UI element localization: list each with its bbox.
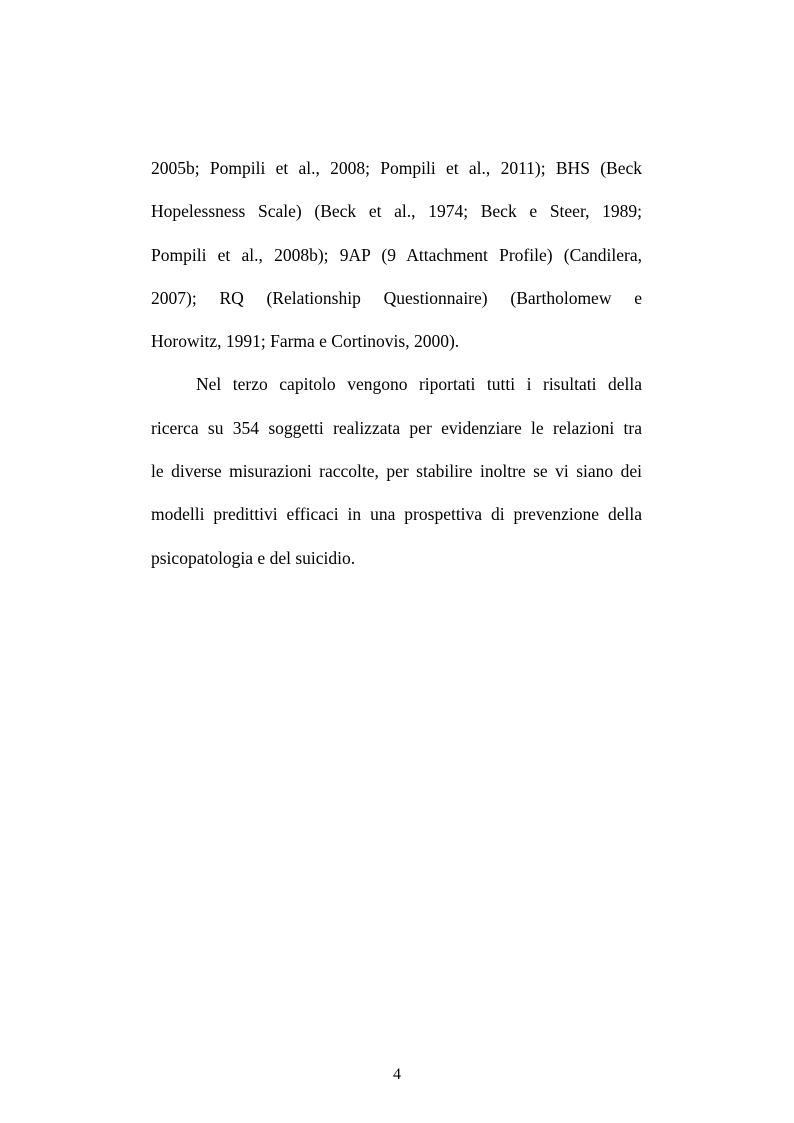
text-line: 2007); RQ (Relationship Questionnaire) (Bartholomew e <box>151 287 642 308</box>
paragraph-third-chapter <box>151 363 642 579</box>
text-line: Hopelessness Scale) (Beck et al., 1974; Beck e Steer, 1989; <box>151 201 642 222</box>
paragraph-references <box>151 147 642 363</box>
text-line: modelli predittivi efficaci in una prospettiva di prevenzione della <box>151 504 642 525</box>
body-text <box>151 147 642 580</box>
text-line: ricerca su 354 soggetti realizzata per evidenziare le relazioni tra <box>151 417 642 438</box>
page-number: 4 <box>393 1066 401 1083</box>
text-line: 2005b; Pompili et al., 2008; Pompili et al., 2011); BHS (Beck <box>151 158 642 178</box>
text-line: Pompili et al., 2008b); 9AP (9 Attachment Profile) (Candilera, <box>151 244 642 265</box>
text-line: Nel terzo capitolo vengono riportati tutti i risultati della <box>196 374 642 395</box>
text-line: psicopatologia e del suicidio. <box>151 547 356 568</box>
text-line: le diverse misurazioni raccolte, per stabilire inoltre se vi siano dei <box>151 461 642 482</box>
text-line: Horowitz, 1991; Farma e Cortinovis, 2000). <box>151 331 460 352</box>
